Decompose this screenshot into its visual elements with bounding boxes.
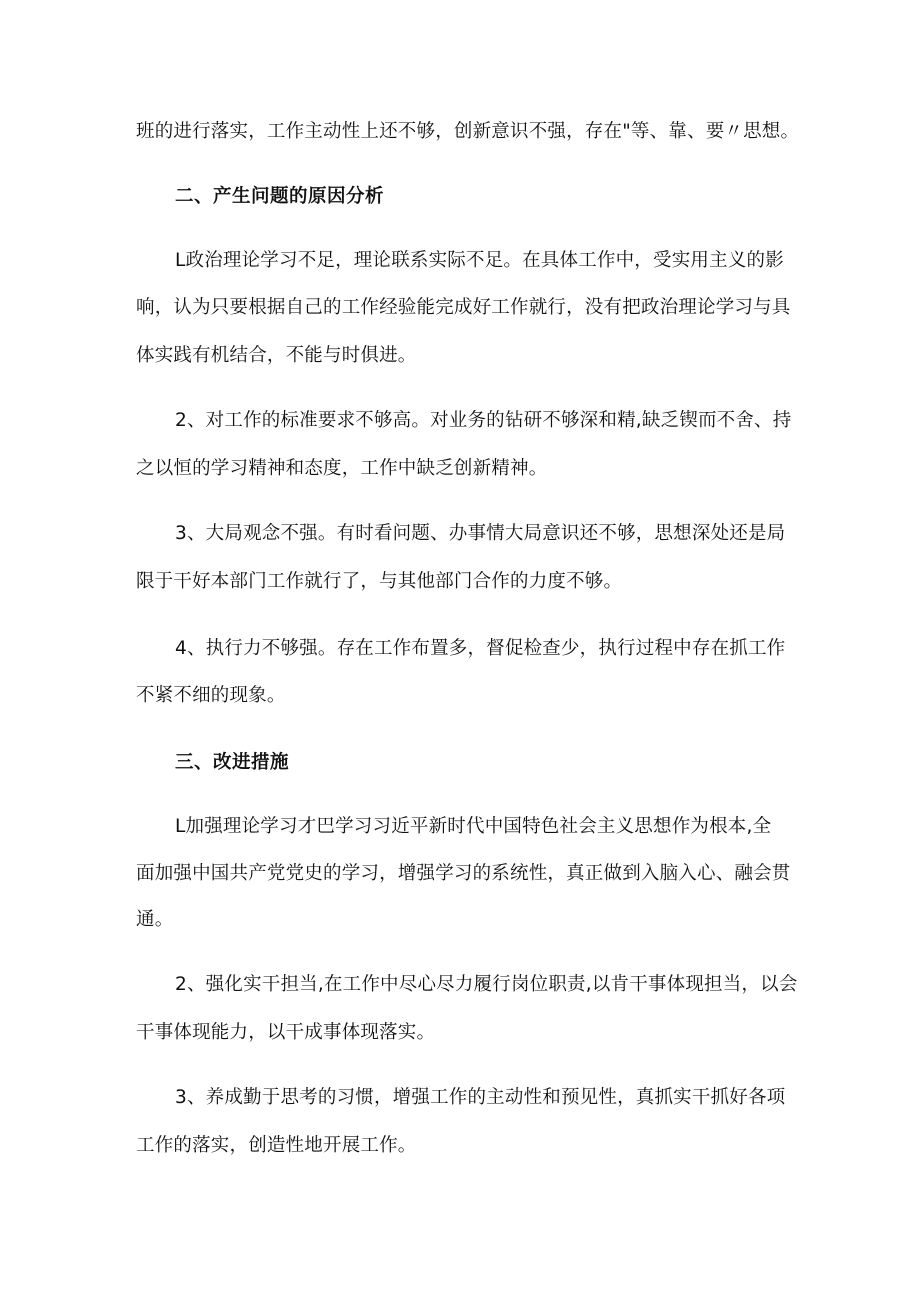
continuation-line: 班的进行落实，工作主动性上还不够，创新意识不强，存在"等、靠、要〃思想。	[136, 121, 800, 142]
measure-1-line-2: 面加强中国共产党党史的学习，增强学习的系统性，真正做到入脑入心、融会贯	[136, 863, 791, 884]
section-heading-causes: 二、产生问题的原因分析	[175, 186, 385, 207]
cause-2-line-1: 2、对工作的标准要求不够高。对业务的钻研不够深和精,缺乏锲而不舍、持	[175, 410, 792, 431]
cause-2-line-2: 之以恒的学习精神和态度，工作中缺乏创新精神。	[136, 458, 548, 479]
cause-3-line-1: 3、大局观念不强。有时看问题、办事情大局意识还不够，思想深处还是局	[175, 523, 786, 544]
cause-1-line-2: 响，认为只要根据自己的工作经验能完成好工作就行，没有把政治理论学习与具	[136, 297, 791, 318]
section-heading-measures: 三、改进措施	[175, 752, 290, 773]
measure-3-line-2: 工作的落实，创造性地开展工作。	[136, 1135, 417, 1156]
measure-2-line-1: 2、强化实干担当,在工作中尽心尽力履行岗位职责,以肯干事体现担当，以会	[175, 974, 798, 995]
cause-4-line-1: 4、执行力不够强。存在工作布置多，督促检查少，执行过程中存在抓工作	[175, 638, 786, 659]
cause-3-line-2: 限于干好本部门工作就行了，与其他部门合作的力度不够。	[136, 571, 623, 592]
cause-1-line-1: L政治理论学习不足，理论联系实际不足。在具体工作中，受实用主义的影	[175, 250, 784, 271]
measure-1-line-1: L加强理论学习才巴学习习近平新时代中国特色社会主义思想作为根本,全	[175, 816, 772, 837]
measure-2-line-2: 干事体现能力，以干成事体现落实。	[136, 1022, 436, 1043]
cause-1-line-3: 体实践有机结合，不能与时俱进。	[136, 345, 417, 366]
measure-3-line-1: 3、养成勤于思考的习惯，增强工作的主动性和预见性，真抓实干抓好各项	[175, 1087, 786, 1108]
cause-4-line-2: 不紧不细的现象。	[136, 685, 286, 706]
measure-1-line-3: 通。	[136, 909, 174, 930]
